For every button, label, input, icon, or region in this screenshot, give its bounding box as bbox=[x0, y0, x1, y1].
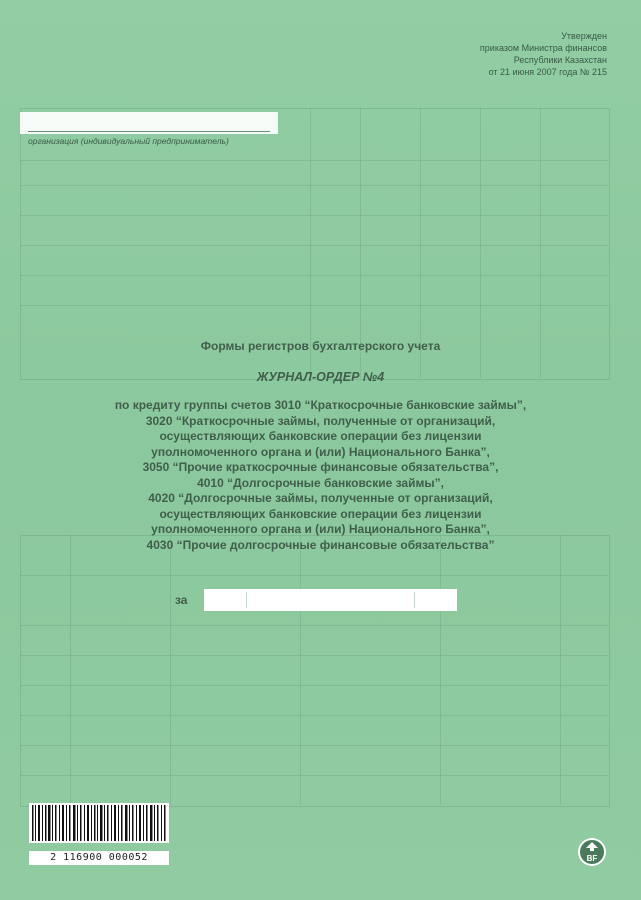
period-field[interactable] bbox=[204, 589, 457, 611]
description-line: 3020 “Краткосрочные займы, полученные от организаций, bbox=[145, 413, 496, 428]
organization-underline bbox=[28, 131, 270, 132]
description-line: 4010 “Долгосрочные банковские займы”, bbox=[197, 475, 444, 490]
ghost-line bbox=[540, 108, 541, 378]
ghost-line bbox=[300, 535, 301, 805]
ghost-line bbox=[440, 535, 441, 805]
ghost-line bbox=[20, 275, 608, 276]
publisher-logo-icon bbox=[577, 837, 607, 867]
ghost-line bbox=[20, 305, 608, 306]
approval-line: приказом Министра финансов bbox=[479, 43, 607, 53]
ghost-line bbox=[420, 108, 421, 378]
description-line: 4020 “Долгосрочные займы, полученные от организаций, bbox=[148, 491, 493, 505]
ghost-line bbox=[70, 535, 71, 805]
period-label: за bbox=[175, 593, 188, 607]
ghost-line bbox=[20, 715, 608, 716]
approval-line: от 21 июня 2007 года № 215 bbox=[488, 67, 607, 77]
logo-text: BF bbox=[586, 854, 598, 863]
period-separator bbox=[246, 592, 247, 608]
description-line: уполномоченного органа и (или) Национального Банка”, bbox=[151, 444, 490, 459]
ghost-line bbox=[310, 108, 311, 378]
description-line: 3050 “Прочие краткосрочные финансовые обязательства”, bbox=[142, 460, 499, 474]
ghost-line bbox=[20, 185, 608, 186]
ghost-line bbox=[20, 215, 608, 216]
description-line: 4030 “Прочие долгосрочные финансовые обязательства” bbox=[146, 537, 495, 552]
organization-caption: организация (индивидуальный предприниматель) bbox=[28, 136, 229, 146]
barcode-number: 2 116900 000052 bbox=[29, 851, 169, 865]
accounts-description bbox=[40, 398, 601, 553]
description-line: осуществляющих банковские операции без лицензии bbox=[159, 429, 482, 443]
ghost-line bbox=[20, 245, 608, 246]
ghost-line bbox=[20, 685, 608, 686]
approval-block bbox=[480, 30, 607, 78]
description-line: по кредиту группы счетов 3010 “Краткосрочные банковские займы”, bbox=[114, 398, 527, 412]
ghost-line bbox=[20, 745, 608, 746]
ghost-line bbox=[360, 108, 361, 378]
ghost-line bbox=[20, 160, 608, 161]
form-title: ЖУРНАЛ-ОРДЕР №4 bbox=[256, 370, 385, 384]
ghost-line bbox=[170, 535, 171, 805]
period-separator bbox=[414, 592, 415, 608]
description-line: осуществляющих банковские операции без лицензии bbox=[159, 506, 482, 521]
ghost-line bbox=[20, 575, 608, 576]
description-line: уполномоченного органа и (или) Национального Банка”, bbox=[151, 522, 490, 536]
approval-line: Республики Казахстан bbox=[513, 55, 607, 65]
ghost-line bbox=[20, 625, 608, 626]
approval-line: Утвержден bbox=[561, 31, 607, 41]
ghost-line bbox=[20, 655, 608, 656]
ghost-line bbox=[480, 108, 481, 378]
form-subtitle: Формы регистров бухгалтерского учета bbox=[200, 339, 441, 353]
ghost-line bbox=[560, 535, 561, 805]
barcode-image bbox=[29, 803, 169, 843]
ghost-line bbox=[20, 775, 608, 776]
